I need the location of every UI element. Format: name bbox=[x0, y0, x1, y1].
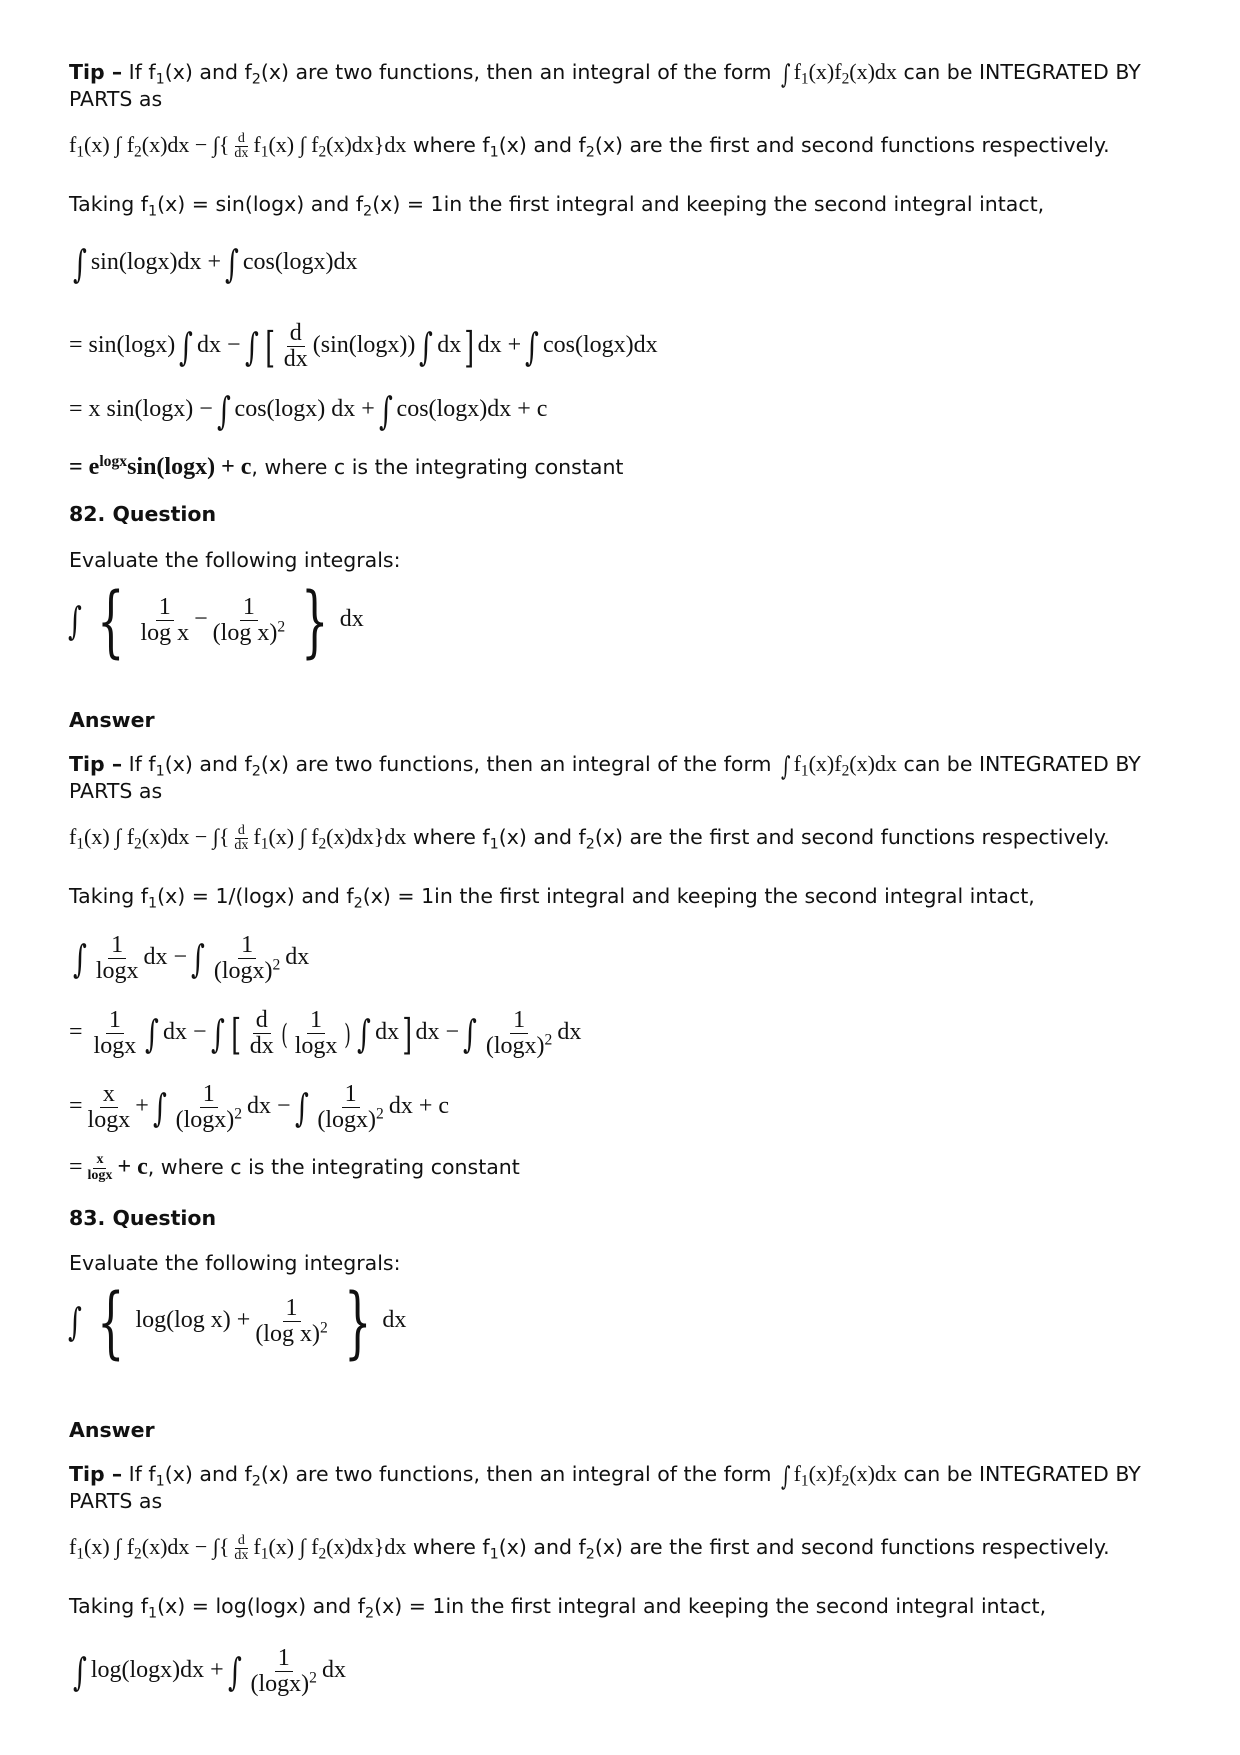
answer-83-heading: Answer bbox=[69, 1418, 155, 1442]
equation-82-line-1: ∫ $\frac{1}{\log x}$ dx − ∫ $\frac{1}{(\log x)^2}$ dx bbox=[72, 932, 310, 985]
parts-formula-line-83: $f_1(x)$ ∫ $f_2(x)dx$ − ∫{ $\frac{d}{dx}$ $f_1(x)$ ∫ $f_2(x)dx\}dx$ where $f_1(x)$ and $f_2(x)$ are the first and second functions respectively. bbox=[69, 1532, 1110, 1564]
tip-label: Tip – bbox=[69, 60, 123, 84]
parts-formula: $f_1(x)$ ∫ $f_2(x)dx$ − ∫{ $\frac{d}{dx}$ $f_1(x)$ ∫ $f_2(x)dx\}dx$ bbox=[69, 130, 407, 162]
tip-paragraph-83: Tip – If $f_1(x)$ and $f_2(x)$ are two functions, then an integral of the form ∫ $f_1(x)f_2(x)dx$ can be INTEGRATED BY bbox=[69, 1461, 1141, 1492]
question-83-heading: 83. Question bbox=[69, 1206, 217, 1230]
answer-82-heading: Answer bbox=[69, 708, 155, 732]
question-82-heading: 82. Question bbox=[69, 502, 217, 526]
integral-form-formula: ∫ $f_1(x)f_2(x)dx$ bbox=[781, 59, 897, 90]
question-82-integral: ∫ { $\frac{1}{\text{log x}}$ − $\frac{1}{(\log x)^2}$ } dx bbox=[67, 577, 364, 668]
question-83-prompt: Evaluate the following integrals: bbox=[69, 1251, 401, 1275]
tip-paragraph-cont: PARTS as bbox=[69, 87, 163, 111]
taking-line-83: Taking $f_1(x) = \log(\log x)$ and $f_2(x) = 1in$ the first integral and keeping the second integral intact, bbox=[69, 1594, 1047, 1622]
tip-paragraph: Tip – If $f_1(x)$ and $f_2(x)$ are two functions, then an integral of the form ∫ $f_1(x)f_2(x)dx$ can be INTEGRATED BY bbox=[69, 59, 1141, 90]
document-page: Tip – If $f_1(x)$ and $f_2(x)$ are two functions, then an integral of the form ∫ $f_1(x)f_2(x)dx$ can be INTEGRATED BY PARTS as $f_1(x)$ ∫ $f_2(x)dx$ − ∫{ $\frac{d}{dx}$ $f_1(x)$ ∫ $f_2(x)dx\}dx$ where $f_1(x)$ and $f_2(x)$ are the first and second functions respectively. Taking $f_1(x) = \sin(\log x)$ and $f_2(x) = 1in$ the first integral and keeping the second integral intact, ∫ sin(logx)dx + ∫ cos(logx)dx = sin(logx) ∫ dx − ∫ [ $\frac{d}{dx}$ (sin(logx)) ∫ dx] dx + ∫ cos(logx)dx = x sin(logx) − ∫ cos(logx) dx + ∫ cos(logx)dx + c = $e^{logx}\sin(\log x) + c$, where c is the integrating constant 82. Question Evaluate the following integrals: ∫ { $\frac{1}{\text{log x}}$ − $\frac{1}{(\log x)^2}$ } dx Answer Tip – If $f_1(x)$ and $f_2(x)$ are two functions, then an integral of the form ∫ $f_1(x)f_2(x)dx$ can be INTEGRATED BY PARTS as $f_1(x)$ ∫ $f_2(x)dx$ − ∫{ $\frac{d}{dx}$ $f_1(x)$ ∫ $f_2(x)dx\}dx$ where $f_1(x)$ and $f_2(x)$ are the first and second functions respectively. Taking $f_1(x) = 1/(\log x)$ and $f_2(x) = 1in$ the first integral and keeping the second integral intact, ∫ $\frac{1}{\log x}$ dx − ∫ $\frac{1}{(\log x)^2}$ dx = $\frac{1}{\log x}$ ∫ dx − ∫ [ $\frac{d}{dx}$ ( $\frac{1}{\log x}$ ) ∫ dx] dx − ∫ $\frac{1}{(\log x)^2}$ dx = $\frac{x}{\log x}$ + ∫ $\frac{1}{(\log x)^2}$ dx − ∫ $\frac{1}{(\log x)^2}$ dx + c = $\frac{x}{\log x}$ + c, where c is the integrating constant 83. Question Evaluate the following integrals: ∫ { log(log x) + $\frac{1}{(\log x)^2}$ } dx Answer Tip – If $f_1(x)$ and $f_2(x)$ are two functions, then an integral of the form ∫ $f_1(x)f_2(x)dx$ can be INTEGRATED BY PARTS as $f_1(x)$ ∫ $f_2(x)dx$ − ∫{ $\frac{d}{dx}$ $f_1(x)$ ∫ $f_2(x)dx\}dx$ where $f_1(x)$ and $f_2(x)$ are the first and second functions respectively. Taking $f_1(x) = \log(\log x)$ and $f_2(x) = 1in$ the first integral and keeping the second integral intact, ∫ log(logx)dx + ∫ $\frac{1}{(\log x)^2}$ dx bbox=[0, 0, 1240, 1755]
equation-83-line-1: ∫ log(logx)dx + ∫ $\frac{1}{(\log x)^2}$ dx bbox=[72, 1645, 346, 1698]
result-line-81: = $e^{logx}\sin(\log x) + c$, where c is the integrating constant bbox=[69, 453, 624, 480]
equation-82-line-3: = $\frac{x}{\log x}$ + ∫ $\frac{1}{(\log x)^2}$ dx − ∫ $\frac{1}{(\log x)^2}$ dx + c bbox=[69, 1081, 450, 1134]
result-line-82: = $\frac{x}{\log x}$ + c, where c is the integrating constant bbox=[69, 1152, 520, 1183]
parts-formula-line-82: $f_1(x)$ ∫ $f_2(x)dx$ − ∫{ $\frac{d}{dx}$ $f_1(x)$ ∫ $f_2(x)dx\}dx$ where $f_1(x)$ and $f_2(x)$ are the first and second functions respectively. bbox=[69, 822, 1110, 854]
equation-line-1: ∫ sin(logx)dx + ∫ cos(logx)dx bbox=[72, 242, 358, 286]
equation-82-line-2: = $\frac{1}{\log x}$ ∫ dx − ∫ [ $\frac{d}{dx}$ ( $\frac{1}{\log x}$ ) ∫ dx] dx − ∫ $\frac{1}{(\log x)^2}$ dx bbox=[69, 1007, 582, 1060]
question-82-prompt: Evaluate the following integrals: bbox=[69, 548, 401, 572]
taking-line-81: Taking $f_1(x) = \sin(\log x)$ and $f_2(x) = 1in$ the first integral and keeping the second integral intact, bbox=[69, 192, 1045, 220]
tip-paragraph-82: Tip – If $f_1(x)$ and $f_2(x)$ are two functions, then an integral of the form ∫ $f_1(x)f_2(x)dx$ can be INTEGRATED BY bbox=[69, 751, 1141, 782]
equation-line-3: = x sin(logx) − ∫ cos(logx) dx + ∫ cos(logx)dx + c bbox=[69, 389, 548, 433]
equation-line-2: = sin(logx) ∫ dx − ∫ [ $\frac{d}{dx}$ (sin(logx)) ∫ dx] dx + ∫ cos(logx)dx bbox=[69, 320, 658, 373]
parts-formula-line: $f_1(x)$ ∫ $f_2(x)dx$ − ∫{ $\frac{d}{dx}$ $f_1(x)$ ∫ $f_2(x)dx\}dx$ where $f_1(x)$ and $f_2(x)$ are the first and second functions respectively. bbox=[69, 130, 1110, 162]
question-83-integral: ∫ { log(log x) + $\frac{1}{(\log x)^2}$ } dx bbox=[67, 1278, 407, 1369]
taking-line-82: Taking $f_1(x) = 1/(\log x)$ and $f_2(x) = 1in$ the first integral and keeping the second integral intact, bbox=[69, 884, 1035, 912]
